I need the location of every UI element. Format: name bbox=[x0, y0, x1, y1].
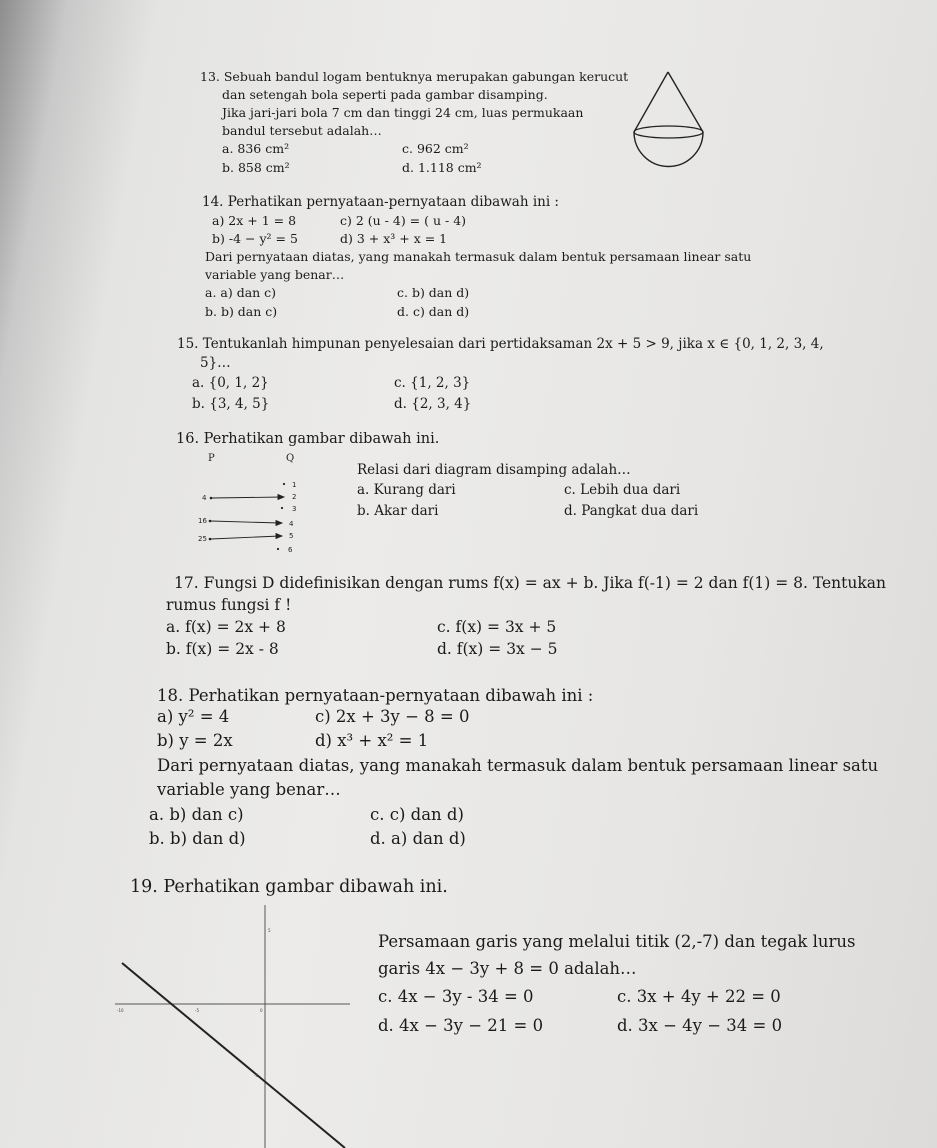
q15-option-a: a. {0, 1, 2} bbox=[192, 375, 269, 391]
q16-question: Relasi dari diagram disamping adalah… bbox=[357, 462, 631, 478]
q18-option-c: c. c) dan d) bbox=[370, 805, 464, 824]
q19-option-d: d. 3x − 4y − 34 = 0 bbox=[617, 1016, 783, 1035]
q16-option-d: d. Pangkat dua dari bbox=[564, 503, 699, 519]
q-item-3: 3 bbox=[292, 505, 297, 513]
q14-option-d: d. c) dan d) bbox=[397, 304, 470, 319]
q17-option-d: d. f(x) = 3x − 5 bbox=[437, 640, 558, 658]
q13-option-b: b. 858 cm² bbox=[222, 160, 290, 175]
q18-statement-b: b) y = 2x bbox=[157, 731, 233, 750]
q15-stem-line-1: 15. Tentukanlah himpunan penyelesaian dari pertidaksaman 2x + 5 > 9, jika x ∈ {0, 1, 2, 3, 4, bbox=[177, 336, 824, 352]
q19-question-line-2: garis 4x − 3y + 8 = 0 adalah… bbox=[378, 959, 637, 978]
q15-option-b: b. {3, 4, 5} bbox=[192, 396, 270, 412]
q14-statement-b: b) -4 − y² = 5 bbox=[212, 231, 298, 246]
svg-text:-10: -10 bbox=[117, 1008, 124, 1013]
svg-text:-5: -5 bbox=[254, 1073, 258, 1078]
q14-statement-a: a) 2x + 1 = 8 bbox=[212, 213, 297, 228]
q18-statement-d: d) x³ + x² = 1 bbox=[315, 731, 429, 750]
q15-option-d: d. {2, 3, 4} bbox=[394, 396, 472, 412]
q-item-5: 5 bbox=[289, 532, 294, 540]
q14-question-line-2: variable yang benar… bbox=[205, 267, 345, 282]
q17-option-a: a. f(x) = 2x + 8 bbox=[166, 618, 286, 636]
q13-option-c: c. 962 cm² bbox=[402, 141, 469, 156]
q14-question-line-1: Dari pernyataan diatas, yang manakah termasuk dalam bentuk persamaan linear satu bbox=[205, 249, 752, 264]
q19-option-b: d. 4x − 3y − 21 = 0 bbox=[378, 1016, 544, 1035]
q14-statement-d: d) 3 + x³ + x = 1 bbox=[340, 231, 448, 246]
q14-option-c: c. b) dan d) bbox=[397, 285, 470, 300]
q-item-4: 4 bbox=[289, 520, 294, 528]
q15-option-c: c. {1, 2, 3} bbox=[394, 375, 471, 391]
q-item-2: 2 bbox=[292, 493, 297, 501]
q13-stem-line-1: 13. Sebuah bandul logam bentuknya merupakan gabungan kerucut bbox=[200, 69, 629, 84]
q16-option-c: c. Lebih dua dari bbox=[564, 482, 681, 498]
q14-statement-c: c) 2 (u - 4) = ( u - 4) bbox=[340, 213, 467, 228]
q19-option-a: c. 4x − 3y - 34 = 0 bbox=[378, 987, 534, 1006]
q17-stem-line-2: rumus fungsi f ! bbox=[166, 596, 292, 614]
q18-option-b: b. b) dan d) bbox=[149, 829, 246, 848]
q17-option-c: c. f(x) = 3x + 5 bbox=[437, 618, 557, 636]
q13-option-d: d. 1.118 cm² bbox=[402, 160, 482, 175]
q18-stem: 18. Perhatikan pernyataan-pernyataan dibawah ini : bbox=[157, 686, 594, 705]
q13-stem-line-2: dan setengah bola seperti pada gambar disamping. bbox=[222, 87, 548, 102]
q13-stem-line-3: Jika jari-jari bola 7 cm dan tinggi 24 cm, luas permukaan bbox=[222, 105, 584, 120]
q16-option-b: b. Akar dari bbox=[357, 503, 439, 519]
line-graph-figure bbox=[115, 905, 350, 1148]
q14-option-a: a. a) dan c) bbox=[205, 285, 277, 300]
svg-text:0: 0 bbox=[260, 1008, 263, 1013]
q19-option-c: c. 3x + 4y + 22 = 0 bbox=[617, 987, 781, 1006]
q18-option-d: d. a) dan d) bbox=[370, 829, 466, 848]
q17-option-b: b. f(x) = 2x - 8 bbox=[166, 640, 279, 658]
q18-statement-a: a) y² = 4 bbox=[157, 707, 230, 726]
q14-stem: 14. Perhatikan pernyataan-pernyataan dibawah ini : bbox=[202, 194, 559, 210]
p-item-4: 4 bbox=[202, 494, 207, 502]
q18-option-a: a. b) dan c) bbox=[149, 805, 244, 824]
svg-text:5: 5 bbox=[268, 928, 271, 933]
q19-question-line-1: Persamaan garis yang melalui titik (2,-7) dan tegak lurus bbox=[378, 932, 856, 951]
q18-statement-c: c) 2x + 3y − 8 = 0 bbox=[315, 707, 470, 726]
q18-question-line-1: Dari pernyataan diatas, yang manakah termasuk dalam bentuk persamaan linear satu bbox=[157, 756, 879, 775]
q13-option-a: a. 836 cm² bbox=[222, 141, 290, 156]
q13-stem-line-4: bandul tersebut adalah… bbox=[222, 123, 382, 138]
q17-stem-line-1: 17. Fungsi D didefinisikan dengan rums f(x) = ax + b. Jika f(-1) = 2 dan f(1) = 8. Tentukan bbox=[174, 574, 886, 592]
svg-text:-5: -5 bbox=[195, 1008, 199, 1013]
pendulum-cone-hemisphere-figure bbox=[630, 70, 710, 170]
set-p-label: P bbox=[208, 453, 215, 464]
set-q-label: Q bbox=[286, 453, 295, 464]
q-item-6: 6 bbox=[288, 546, 293, 554]
q16-stem: 16. Perhatikan gambar dibawah ini. bbox=[176, 431, 440, 447]
q16-option-a: a. Kurang dari bbox=[357, 482, 456, 498]
arrow-diagram-p-to-q bbox=[190, 450, 325, 560]
q18-question-line-2: variable yang benar… bbox=[157, 780, 341, 799]
q-item-1: 1 bbox=[292, 481, 297, 489]
q19-stem: 19. Perhatikan gambar dibawah ini. bbox=[130, 877, 448, 897]
p-item-25: 25 bbox=[198, 535, 207, 543]
q14-option-b: b. b) dan c) bbox=[205, 304, 278, 319]
p-item-16: 16 bbox=[198, 517, 207, 525]
q15-stem-line-2: 5}… bbox=[200, 355, 231, 371]
